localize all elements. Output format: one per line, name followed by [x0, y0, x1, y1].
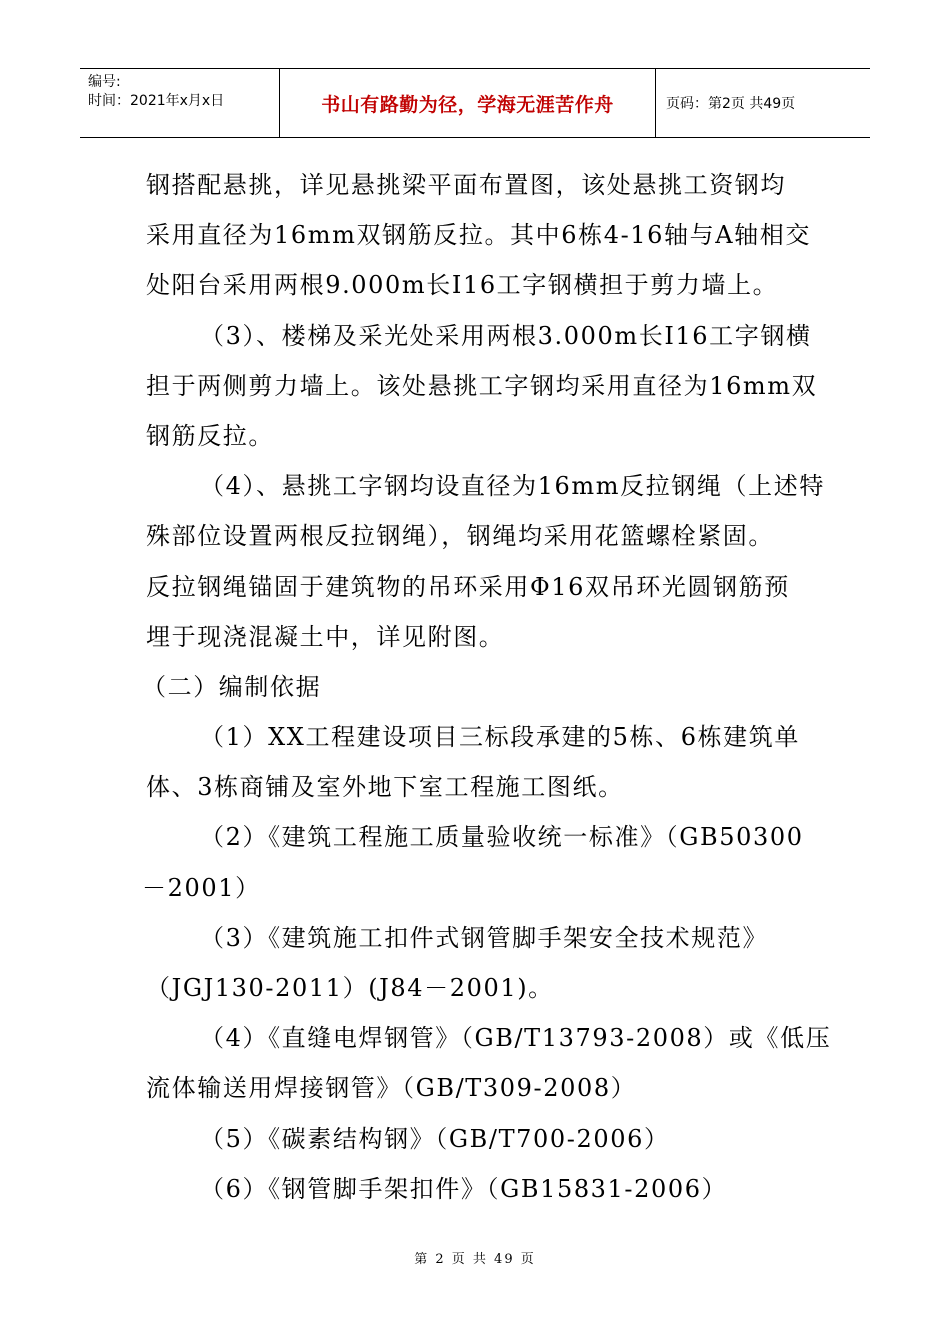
- body-line: 采用直径为16mm双钢筋反拉。其中6栋4-16轴与A轴相交: [146, 221, 811, 250]
- body-line: （2）《建筑工程施工质量验收统一标准》（GB50300: [200, 823, 804, 852]
- body-line: 体、3栋商铺及室外地下室工程施工图纸。: [146, 773, 624, 802]
- header-motto: 书山有路勤为径，学海无涯苦作舟: [321, 93, 614, 116]
- body-line: －2001）: [142, 873, 261, 902]
- header-page-number: 页码：第2页 共49页: [666, 96, 796, 112]
- body-line: （4）、悬挑工字钢均设直径为16mm反拉钢绳（上述特: [200, 472, 825, 501]
- footer-page-number: 第 2 页 共 49 页: [414, 1252, 536, 1267]
- page-footer: [0, 1248, 950, 1267]
- body-line: 处阳台采用两根9.000m长I16工字钢横担于剪力墙上。: [146, 271, 779, 300]
- body-line: （3）、楼梯及采光处采用两根3.000m长I16工字钢横: [200, 321, 812, 350]
- body-line: （3）《建筑施工扣件式钢管脚手架安全技术规范》: [200, 923, 769, 952]
- section-heading: （二）编制依据: [142, 672, 322, 701]
- page-header: [80, 68, 870, 138]
- body-line: （1）XX工程建设项目三标段承建的5栋、6栋建筑单: [200, 723, 800, 752]
- body-line: 担于两侧剪力墙上。该处悬挑工字钢均采用直径为16mm双: [146, 371, 818, 400]
- header-meta: [80, 69, 280, 137]
- body-line: 钢搭配悬挑，详见悬挑梁平面布置图，该处悬挑工资钢均: [146, 171, 786, 199]
- body-line: （5）《碳素结构钢》（GB/T700-2006）: [200, 1124, 670, 1153]
- body-line: 钢筋反拉。: [146, 421, 274, 450]
- header-page-cell: [656, 69, 870, 137]
- body-line: （4）《直缝电焊钢管》（GB/T13793-2008）或《低压: [200, 1024, 832, 1053]
- header-motto-cell: [280, 69, 656, 137]
- body-line: （JGJ130-2011）(J84－2001)。: [146, 974, 554, 1002]
- document-number-label: 编号:: [88, 74, 121, 90]
- document-date-label: 时间：2021年x月x日: [88, 93, 225, 109]
- body-line: 反拉钢绳锚固于建筑物的吊环采用Φ16双吊环光圆钢筋预: [146, 572, 790, 601]
- body-line: （6）《钢管脚手架扣件》（GB15831-2006）: [200, 1174, 728, 1203]
- document-body: [142, 160, 832, 1214]
- body-line: 埋于现浇混凝土中，详见附图。: [146, 622, 505, 651]
- body-line: 殊部位设置两根反拉钢绳），钢绳均采用花篮螺栓紧固。: [146, 522, 774, 551]
- body-line: 流体输送用焊接钢管》（GB/T309-2008）: [146, 1074, 637, 1103]
